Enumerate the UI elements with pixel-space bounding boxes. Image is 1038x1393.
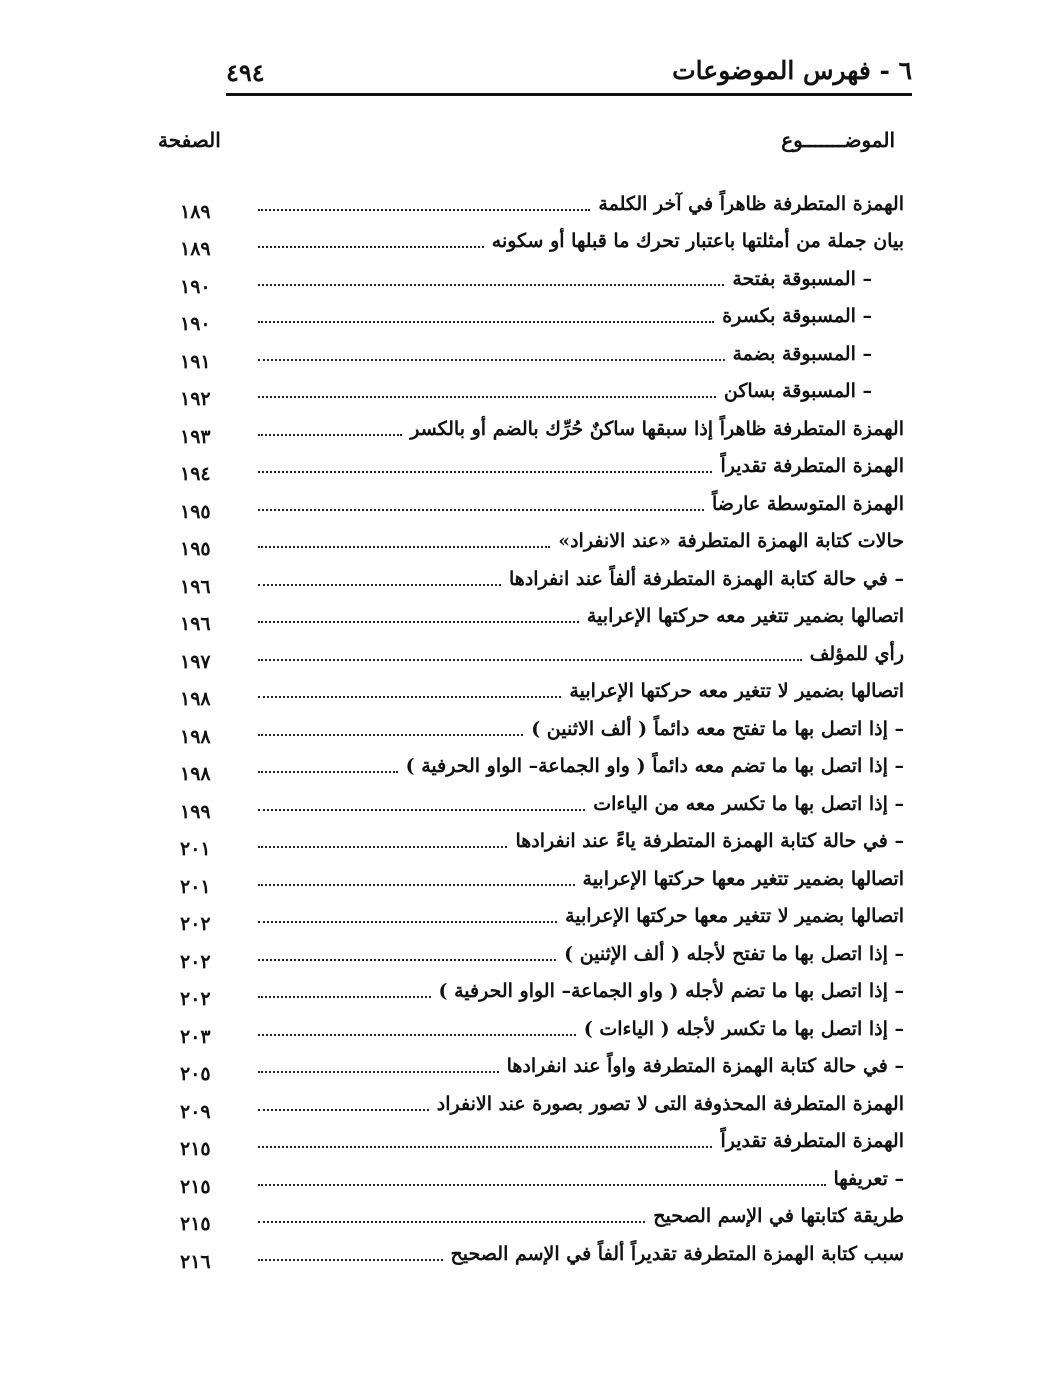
header-rule	[226, 93, 912, 96]
toc-entry-title: – إذا اتصل بها ما تكسر معه من الياءات	[593, 792, 904, 815]
toc-entry	[180, 1118, 904, 1160]
toc-entry-title: – في حالة كتابة الهمزة المتطرفة واواً عند انفرادها	[506, 1055, 904, 1077]
toc-entry-title: الهمزة المتطرفة ظاهراً إذا سبقها ساكنٌ حُرِّك بالضم أو بالكسر	[410, 417, 904, 440]
toc-entry-title: – في حالة كتابة الهمزة المتطرفة ياءً عند انفرادها	[515, 830, 904, 852]
toc-entry	[180, 443, 904, 485]
toc-entry-title: بيان جملة من أمثلتها باعتبار تحرك ما قبلها أو سكونه	[491, 230, 904, 252]
toc-entry	[180, 780, 904, 823]
toc-entry-page: ١٩٨	[180, 688, 211, 710]
dot-leader	[258, 544, 550, 548]
toc-entry	[180, 1230, 904, 1273]
dot-leader	[258, 357, 725, 361]
toc-entry-page: ٢٠١	[180, 838, 211, 860]
dot-leader	[258, 282, 724, 286]
toc-entry	[180, 1005, 904, 1048]
toc-entry	[180, 818, 904, 860]
toc-entry-page: ١٩٩	[180, 800, 211, 823]
toc-entry-page: ١٩١	[180, 350, 211, 373]
dot-leader	[258, 469, 712, 473]
toc-entry-page: ٢١٥	[180, 1213, 211, 1235]
toc-entry	[180, 593, 904, 635]
toc-entry-page: ١٩٥	[180, 538, 211, 560]
toc-entry-title: – المسبوقة بفتحة	[732, 267, 872, 290]
toc-entry	[180, 1043, 904, 1085]
toc-entry	[180, 743, 904, 785]
toc-entry-page: ١٩٦	[180, 613, 211, 635]
toc-entry-page: ٢٠٢	[180, 950, 211, 973]
toc-entry	[180, 480, 904, 523]
toc-entry-page: ١٩٠	[180, 275, 211, 298]
toc-entry-page: ١٩٨	[180, 763, 211, 785]
toc-entry	[180, 855, 904, 898]
toc-entry-title: اتصالها بضمير لا تتغير معه حركتها الإعرابية	[569, 680, 904, 702]
dot-leader	[258, 919, 557, 923]
toc-entry-title: – في حالة كتابة الهمزة المتطرفة ألفاً عند انفرادها	[509, 567, 904, 590]
toc-entry-page: ٢١٦	[180, 1250, 211, 1273]
toc-entry-title: الهمزة المتطرفة ظاهراً في آخر الكلمة	[598, 192, 904, 215]
dot-leader	[258, 582, 501, 586]
toc-entry-page: ١٩٤	[180, 463, 211, 485]
toc-entry-title: – إذا اتصل بها ما تفتح لأجله ( ألف الإثنين )	[564, 942, 904, 965]
toc-entry-title: اتصالها بضمير لا تتغير معها حركتها الإعرابية	[565, 905, 904, 927]
toc-entry	[180, 330, 904, 373]
toc-entry	[180, 1193, 904, 1235]
toc-entry-page: ١٩٢	[180, 388, 211, 410]
toc-entry-title: – إذا اتصل بها ما تكسر لأجله ( الياءات )	[583, 1017, 904, 1040]
toc-entry-title: حالات كتابة الهمزة المتطرفة «عند الانفراد»	[558, 530, 904, 552]
toc-entry	[180, 668, 904, 710]
toc-entry-page: ١٨٩	[180, 200, 211, 223]
toc-entry-title: الهمزة المتطرفة المحذوفة التى لا تصور بصورة عند الانفراد	[436, 1092, 904, 1115]
dot-leader	[258, 1219, 645, 1223]
toc-entry-page: ١٩٧	[180, 650, 211, 673]
toc-entry	[180, 218, 904, 260]
toc-entry-page: ١٩٦	[180, 575, 211, 598]
toc-entry-page: ٢٠٥	[180, 1063, 211, 1085]
topic-column-heading: الموضـــــــوع	[781, 128, 895, 152]
toc-entry-title: – تعريفها	[833, 1167, 904, 1190]
toc-entry-title: الهمزة المتوسطة عارضاً	[712, 492, 904, 515]
toc-entry-page: ١٩٣	[180, 425, 211, 448]
table-of-contents	[180, 180, 904, 1273]
dot-leader	[258, 657, 802, 661]
toc-entry-page: ٢٠٩	[180, 1100, 211, 1123]
toc-entry	[180, 518, 904, 560]
toc-entry-page: ٢٠٢	[180, 913, 211, 935]
dot-leader	[258, 1069, 499, 1073]
dot-leader	[258, 1144, 712, 1148]
toc-entry-title: – المسبوقة بكسرة	[722, 305, 872, 327]
dot-leader	[258, 394, 716, 398]
dot-leader	[258, 694, 561, 698]
toc-entry-title: – إذا اتصل بها ما تفتح معه دائماً ( ألف الاثنين )	[531, 717, 904, 740]
dot-leader	[258, 507, 704, 511]
dot-leader	[258, 769, 398, 773]
toc-entry	[180, 968, 904, 1010]
toc-entry	[180, 555, 904, 598]
toc-entry-page: ٢١٥	[180, 1175, 211, 1198]
toc-entry	[180, 930, 904, 973]
toc-entry	[180, 368, 904, 410]
dot-leader	[258, 244, 484, 248]
toc-entry-page: ١٩٨	[180, 725, 211, 748]
toc-entry-page: ٢٠٣	[180, 1025, 211, 1048]
toc-entry-title: – المسبوقة بساكن	[723, 380, 872, 402]
toc-entry	[180, 630, 904, 673]
toc-entry-page: ٢٠١	[180, 875, 211, 898]
toc-entry-title: اتصالها بضمير تتغير معه حركتها الإعرابية	[586, 605, 904, 627]
dot-leader	[258, 957, 556, 961]
header-title: ٦ - فهرس الموضوعات	[672, 56, 912, 85]
toc-entry-title: الهمزة المتطرفة تقديراً	[720, 1130, 904, 1152]
toc-entry-page: ١٩٥	[180, 500, 211, 523]
toc-entry-title: – إذا اتصل بها ما تضم لأجله ( واو الجماعة– الواو الحرفية )	[438, 980, 904, 1002]
toc-entry	[180, 255, 904, 298]
dot-leader	[258, 994, 431, 998]
toc-entry-title: – إذا اتصل بها ما تضم معه دائماً ( واو الجماعة– الواو الحرفية )	[405, 755, 904, 777]
toc-entry-title: – المسبوقة بضمة	[732, 342, 872, 365]
toc-entry-page: ٢٠٢	[180, 988, 211, 1010]
toc-entry	[180, 1155, 904, 1198]
toc-entry	[180, 893, 904, 935]
toc-entry-title: سبب كتابة الهمزة المتطرفة تقديراً ألفاً في الإسم الصحيح	[450, 1242, 904, 1265]
toc-entry-page: ١٨٩	[180, 238, 211, 260]
toc-entry	[180, 180, 904, 223]
dot-leader	[258, 207, 590, 211]
dot-leader	[258, 1182, 826, 1186]
toc-entry	[180, 293, 904, 335]
toc-entry-title: طريقة كتابتها في الإسم الصحيح	[653, 1205, 904, 1227]
running-header	[226, 56, 912, 96]
dot-leader	[258, 807, 585, 811]
dot-leader	[258, 319, 714, 323]
dot-leader	[258, 432, 402, 436]
toc-entry	[180, 405, 904, 448]
toc-entry-title: رأي للمؤلف	[809, 642, 904, 665]
page-column-heading: الصفحة	[158, 128, 221, 152]
dot-leader	[258, 732, 523, 736]
toc-entry-page: ١٩٠	[180, 313, 211, 335]
dot-leader	[258, 619, 579, 623]
dot-leader	[258, 882, 575, 886]
toc-entry-page: ٢١٥	[180, 1138, 211, 1160]
toc-entry	[180, 705, 904, 748]
toc-entry	[180, 1080, 904, 1123]
toc-entry-title: اتصالها بضمير تتغير معها حركتها الإعرابية	[582, 867, 904, 890]
dot-leader	[258, 1032, 576, 1036]
dot-leader	[258, 1257, 443, 1261]
toc-entry-title: الهمزة المتطرفة تقديراً	[720, 455, 904, 477]
dot-leader	[258, 844, 507, 848]
page-number: ٤٩٤	[226, 58, 265, 87]
dot-leader	[258, 1107, 429, 1111]
